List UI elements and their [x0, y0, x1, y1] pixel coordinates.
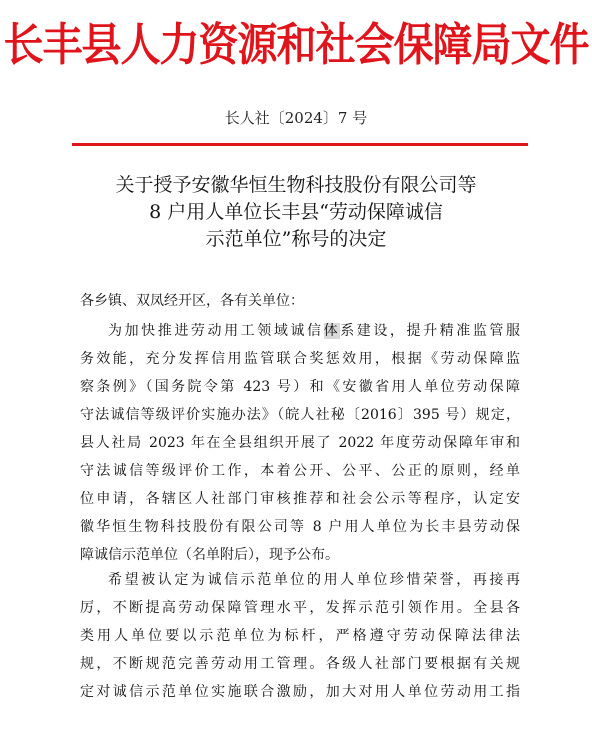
addressee-line: 各乡镇、双凤经开区，各有关单位：: [80, 293, 304, 309]
paragraph-2-line-1: 希望被认定为诚信示范单位的用人单位珍惜荣誉，再接再: [108, 572, 520, 588]
paragraph-1-line-4: 守法诚信等级评价实施办法》（皖人社秘〔2016〕395 号）规定，: [80, 407, 520, 423]
letterhead-title: 长丰县人力资源和社会保障局文件: [3, 19, 589, 72]
paragraph-1-line-1: [80, 317, 520, 345]
document-title: [40, 172, 552, 253]
paragraph-1-line-8: 徽华恒生物科技股份有限公司等 8 户用人单位为长丰县劳动保: [80, 519, 520, 535]
title-line-3: 示范单位”称号的决定: [205, 228, 387, 250]
paragraph-1-line-7: 位申请，各辖区人社部门审核推荐和社会公示等程序，认定安: [80, 491, 520, 507]
paragraph-1-line-5: 县人社局 2023 年在全县组织开展了 2022 年度劳动保障年审和: [80, 435, 520, 451]
paragraph-1-line-1-start: 为加快推进劳动用工领域诚信: [108, 323, 324, 339]
paragraph-2-line-5: 定对诚信示范单位实施联合激励，加大对用人单位劳动用工指: [80, 684, 520, 700]
paragraph-1-line-6: 守法诚信等级评价工作，本着公开、公平、公正的原则，经单: [80, 463, 520, 479]
document-number: 长人社〔2024〕7 号: [224, 109, 368, 127]
paragraph-2-line-2: 厉，不断提高劳动保障管理水平，发挥示范引领作用。全县各: [80, 600, 520, 616]
body-paragraph-2: [80, 566, 520, 706]
paragraph-1-line-2: 务效能，充分发挥信用监管联合奖惩效用，根据《劳动保障监: [80, 351, 520, 367]
title-line-2: 8 户用人单位长丰县“劳动保障诚信: [149, 201, 443, 223]
selected-text-highlight[interactable]: 体: [323, 323, 341, 339]
paragraph-1-line-3: 察条例》（国务院令第 423 号）和《安徽省用人单位劳动保障: [80, 379, 520, 395]
paragraph-1-line-9: 障诚信示范单位（名单附后），现予公布。: [80, 547, 339, 563]
paragraph-2-line-3: 类用人单位要以示范单位为标杆，严格遵守劳动保障法律法: [80, 628, 520, 644]
red-divider-line: [72, 143, 528, 146]
title-line-1: 关于授予安徽华恒生物科技股份有限公司等: [115, 174, 477, 196]
paragraph-1-line-1-end: 系建设，提升精准监管服: [340, 323, 521, 339]
body-paragraph-1: [80, 317, 520, 569]
paragraph-2-line-4: 规，不断规范完善劳动用工管理。各级人社部门要根据有关规: [80, 656, 520, 672]
